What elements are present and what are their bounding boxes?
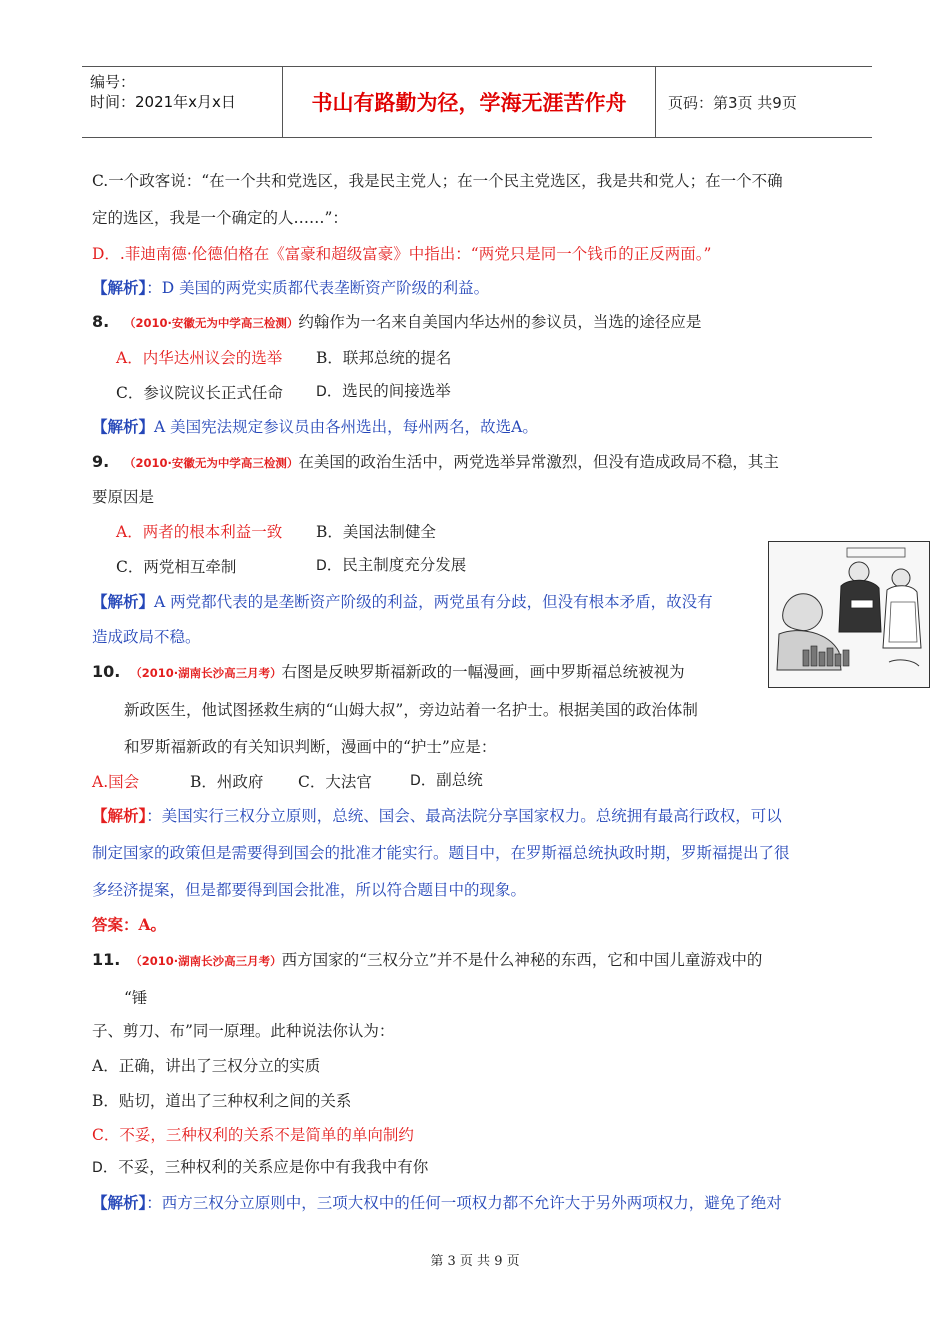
question-11-cont: “锤 [124, 989, 148, 1007]
analysis-label: 【解析】 [92, 1193, 147, 1212]
q10-analysis-cont2: 多经济提案，但是都要得到国会批准，所以符合题目中的现象。 [92, 881, 527, 899]
option-letter: D [410, 773, 421, 789]
q11-option-a: A．正确，讲出了三权分立的实质 [92, 1057, 321, 1075]
q10-answer-key: 答案：A。 [92, 915, 167, 934]
q10-option-c: C．大法官 [298, 773, 372, 791]
question-9-cont: 要原因是 [92, 488, 155, 506]
option-text: ．民主制度充分发展 [326, 556, 467, 574]
q9-option-d [316, 555, 466, 576]
q11-analysis [92, 1193, 782, 1213]
analysis-text: A 美国宪法规定参议员由各州选出，每州两名，故选A。 [154, 418, 538, 436]
analysis-label: 【解析】 [92, 592, 155, 611]
page-footer: 第 3 页 共 9 页 [430, 1254, 520, 1269]
header-motto-cell [283, 67, 656, 137]
analysis-label: 【解析】 [92, 806, 147, 825]
analysis-text: A 两党都代表的是垄断资产阶级的利益，两党虽有分歧，但没有根本矛盾，故没有 [154, 593, 713, 611]
q9-option-a: A．两者的根本利益一致 [116, 523, 283, 541]
q10-option-a: A.国会 [92, 773, 140, 791]
question-text: 右图是反映罗斯福新政的一幅漫画，画中罗斯福总统被视为 [281, 663, 685, 681]
analysis-label: 【解析】 [92, 417, 155, 436]
question-10 [92, 662, 685, 683]
q9-option-c: C．两党相互牵制 [116, 558, 237, 576]
q10-analysis-cont: 制定国家的政策但是需要得到国会的批准才能实行。题目中，在罗斯福总统执政时期，罗斯福提出了很 [92, 844, 790, 862]
option-d-line: D．.菲迪南德·伦德伯格在《富豪和超级富豪》中指出：“两党只是同一个钱币的正反两面。” [92, 245, 712, 263]
header-motto: 书山有路勤为径，学海无涯苦作舟 [311, 91, 627, 115]
q8-option-c: C．参议院议长正式任命 [116, 384, 283, 402]
question-number: 10. [92, 662, 121, 681]
q9-analysis [92, 592, 713, 612]
option-letter: D [316, 558, 327, 574]
analysis-label: 【解析】 [92, 278, 147, 297]
analysis-text: ：美国实行三权分立原则，总统、国会、最高法院分享国家权力。总统拥有最高行政权，可以 [146, 807, 782, 825]
code-label: 编号： [90, 73, 136, 91]
question-source: （2010·湖南长沙高三月考） [130, 954, 282, 968]
q10-option-b: B．州政府 [190, 773, 264, 791]
q10-analysis [92, 806, 782, 826]
option-c-line: C.一个政客说：“在一个共和党选区，我是民主党人；在一个民主党选区，我是共和党人；在一个不确 [92, 172, 783, 190]
question-10-cont2: 和罗斯福新政的有关知识判断，漫画中的“护士”应是： [124, 738, 497, 756]
question-10-cont: 新政医生，他试图拯救生病的“山姆大叔”，旁边站着一名护士。根据美国的政治体制 [124, 701, 698, 719]
cartoon-drawing [769, 542, 929, 687]
q8-option-b: B．联邦总统的提名 [316, 349, 452, 367]
q11-option-d [92, 1157, 428, 1178]
q10-option-d [410, 770, 483, 791]
option-text: ．副总统 [420, 771, 483, 789]
q8-option-a: A．内华达州议会的选举 [116, 349, 283, 367]
analysis-line [92, 278, 489, 298]
question-text: 在美国的政治生活中，两党选举异常激烈，但没有造成政局不稳，其主 [298, 453, 779, 471]
question-source: （2010·湖南长沙高三月考） [130, 666, 282, 680]
question-11-cont2: 子、剪刀、布”同一原理。此种说法你认为： [92, 1022, 395, 1040]
option-letter: D [92, 1160, 103, 1176]
question-number: 8. [92, 312, 110, 331]
q9-analysis-cont: 造成政局不稳。 [92, 628, 201, 646]
q11-option-c: C．不妥，三种权利的关系不是简单的单向制约 [92, 1126, 414, 1144]
analysis-text: ：D 美国的两党实质都代表垄断资产阶级的利益。 [146, 279, 490, 297]
question-8 [92, 312, 701, 333]
page-header [82, 66, 872, 138]
question-source: （2010·安徽无为中学高三检测） [124, 456, 299, 470]
option-letter: D [316, 384, 327, 400]
q9-option-b: B．美国法制健全 [316, 523, 436, 541]
option-text: ．选民的间接选举 [326, 382, 451, 400]
page-label: 页码：第3页 共9页 [668, 93, 797, 112]
question-source: （2010·安徽无为中学高三检测） [124, 316, 299, 330]
header-page-cell [656, 67, 872, 137]
analysis-text: ：西方三权分立原则中，三项大权中的任何一项权力都不允许大于另外两项权力，避免了绝对 [146, 1194, 782, 1212]
q8-analysis [92, 417, 538, 437]
q8-option-d [316, 381, 451, 402]
question-text: 西方国家的“三权分立”并不是什么神秘的东西，它和中国儿童游戏中的 [281, 951, 763, 969]
option-text: ．不妥，三种权利的关系应是你中有我我中有你 [102, 1158, 429, 1176]
question-number: 9. [92, 452, 110, 471]
question-number: 11. [92, 950, 121, 969]
question-11 [92, 950, 762, 971]
question-text: 约翰作为一名来自美国内华达州的参议员，当选的途径应是 [298, 313, 702, 331]
time-label: 时间：2021年x月x日 [90, 93, 236, 111]
option-c-line-cont: 定的选区，我是一个确定的人……”： [92, 209, 348, 227]
question-9 [92, 452, 779, 473]
q11-option-b: B．贴切，道出了三种权利之间的关系 [92, 1092, 352, 1110]
header-left-cell [82, 67, 283, 137]
roosevelt-cartoon-image [768, 541, 930, 688]
